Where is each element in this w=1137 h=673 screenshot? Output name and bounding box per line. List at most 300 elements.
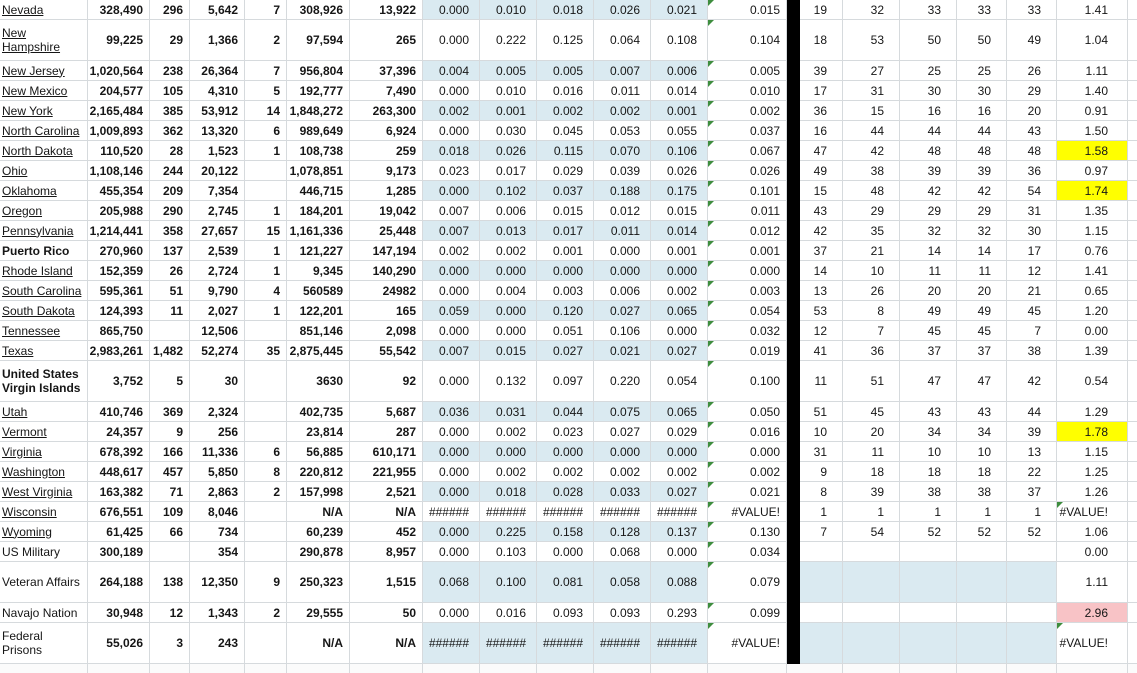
rate-cell[interactable]: 0.000 (423, 522, 480, 542)
count-cell[interactable]: 2 (245, 20, 287, 61)
ratio-cell[interactable]: 1.11 (1057, 61, 1128, 81)
rate-cell[interactable]: 0.016 (537, 81, 594, 101)
count-cell[interactable]: 446,715 (287, 181, 350, 201)
count-cell[interactable]: 66 (150, 522, 190, 542)
rank-cell[interactable]: 53 (843, 20, 900, 61)
rank-cell[interactable]: 45 (900, 321, 957, 341)
count-cell[interactable]: 265 (350, 20, 423, 61)
count-cell[interactable]: 51 (150, 281, 190, 301)
rank-cell[interactable]: 44 (957, 121, 1007, 141)
rank-cell[interactable]: 48 (1007, 141, 1057, 161)
count-cell[interactable] (245, 502, 287, 522)
ratio-cell[interactable]: #VALUE! (1057, 502, 1128, 522)
rate-cell[interactable]: 0.097 (537, 361, 594, 402)
count-cell[interactable]: 50 (350, 603, 423, 623)
count-cell[interactable]: 110,520 (88, 141, 150, 161)
count-cell[interactable]: 1 (245, 141, 287, 161)
count-cell[interactable] (245, 181, 287, 201)
count-cell[interactable] (150, 321, 190, 341)
state-name-cell[interactable]: New Hampshire (0, 20, 88, 61)
count-cell[interactable]: 989,649 (287, 121, 350, 141)
count-cell[interactable]: 369 (150, 402, 190, 422)
rank-cell[interactable] (900, 542, 957, 562)
rank-cell[interactable]: 16 (957, 101, 1007, 121)
rank-cell[interactable]: 7 (843, 321, 900, 341)
ratio-cell[interactable]: 1.25 (1057, 462, 1128, 482)
rank-cell[interactable]: 45 (957, 321, 1007, 341)
rate-cell[interactable]: 0.000 (480, 321, 537, 341)
rank-cell[interactable]: 44 (843, 121, 900, 141)
rate-cell[interactable]: 0.081 (537, 562, 594, 603)
count-cell[interactable]: 734 (190, 522, 245, 542)
rate-cell[interactable]: 0.007 (423, 201, 480, 221)
rank-cell[interactable]: 7 (800, 522, 843, 542)
rate-cell[interactable]: ###### (651, 502, 708, 522)
rate-avg-cell[interactable]: 0.002 (708, 462, 787, 482)
rate-avg-cell[interactable]: #VALUE! (708, 502, 787, 522)
rank-cell[interactable]: 38 (900, 482, 957, 502)
rank-cell[interactable]: 14 (800, 261, 843, 281)
count-cell[interactable]: 2,521 (350, 482, 423, 502)
count-cell[interactable]: 560589 (287, 281, 350, 301)
rate-cell[interactable]: 0.132 (480, 361, 537, 402)
state-name-cell[interactable]: Nevada (0, 0, 88, 20)
rate-avg-cell[interactable]: #VALUE! (708, 623, 787, 664)
rank-cell[interactable] (800, 603, 843, 623)
state-name-cell[interactable]: Rhode Island (0, 261, 88, 281)
rate-avg-cell[interactable]: 0.026 (708, 161, 787, 181)
count-cell[interactable]: 13,320 (190, 121, 245, 141)
count-cell[interactable]: 9 (245, 562, 287, 603)
rank-cell[interactable] (900, 562, 957, 603)
count-cell[interactable]: 165 (350, 301, 423, 321)
count-cell[interactable]: 29,555 (287, 603, 350, 623)
rate-cell[interactable]: 0.045 (537, 121, 594, 141)
rank-cell[interactable]: 21 (1007, 281, 1057, 301)
rate-cell[interactable]: 0.011 (594, 81, 651, 101)
rank-cell[interactable]: 29 (957, 201, 1007, 221)
rank-cell[interactable]: 31 (800, 442, 843, 462)
count-cell[interactable]: 157,998 (287, 482, 350, 502)
rate-cell[interactable]: 0.000 (423, 603, 480, 623)
count-cell[interactable]: 1 (245, 241, 287, 261)
count-cell[interactable]: 263,300 (350, 101, 423, 121)
state-name-cell[interactable]: United States Virgin Islands (0, 361, 88, 402)
count-cell[interactable]: 105 (150, 81, 190, 101)
rate-cell[interactable]: 0.102 (480, 181, 537, 201)
rate-cell[interactable]: ###### (594, 502, 651, 522)
count-cell[interactable]: 290,878 (287, 542, 350, 562)
rate-cell[interactable]: 0.058 (594, 562, 651, 603)
rate-cell[interactable]: 0.065 (651, 301, 708, 321)
count-cell[interactable]: 12 (150, 603, 190, 623)
rank-cell[interactable]: 54 (843, 522, 900, 542)
rate-cell[interactable]: 0.000 (423, 542, 480, 562)
rate-avg-cell[interactable]: 0.005 (708, 61, 787, 81)
rate-cell[interactable]: ###### (537, 623, 594, 664)
rank-cell[interactable]: 34 (957, 422, 1007, 442)
count-cell[interactable]: 457 (150, 462, 190, 482)
count-cell[interactable]: 9 (150, 422, 190, 442)
count-cell[interactable]: 4 (245, 281, 287, 301)
rate-avg-cell[interactable]: 0.050 (708, 402, 787, 422)
count-cell[interactable]: 296 (150, 0, 190, 20)
count-cell[interactable]: 7,354 (190, 181, 245, 201)
state-name-cell[interactable]: Pennsylvania (0, 221, 88, 241)
ratio-cell[interactable]: 1.58 (1057, 141, 1128, 161)
rate-cell[interactable]: 0.000 (423, 482, 480, 502)
count-cell[interactable]: 290 (150, 201, 190, 221)
rank-cell[interactable]: 52 (957, 522, 1007, 542)
count-cell[interactable]: 2,875,445 (287, 341, 350, 361)
count-cell[interactable]: 25,448 (350, 221, 423, 241)
rank-cell[interactable]: 1 (843, 502, 900, 522)
count-cell[interactable]: 20,122 (190, 161, 245, 181)
count-cell[interactable]: 220,812 (287, 462, 350, 482)
rank-cell[interactable]: 14 (900, 241, 957, 261)
ratio-cell[interactable]: 0.97 (1057, 161, 1128, 181)
count-cell[interactable]: 3 (150, 623, 190, 664)
ratio-cell[interactable]: 1.29 (1057, 402, 1128, 422)
count-cell[interactable]: 124,393 (88, 301, 150, 321)
rank-cell[interactable]: 20 (1007, 101, 1057, 121)
state-name-cell[interactable]: Ohio (0, 161, 88, 181)
rank-cell[interactable]: 54 (1007, 181, 1057, 201)
count-cell[interactable]: 53,912 (190, 101, 245, 121)
rate-cell[interactable]: 0.018 (423, 141, 480, 161)
rank-cell[interactable]: 14 (957, 241, 1007, 261)
rate-cell[interactable]: 0.000 (594, 442, 651, 462)
state-name-cell[interactable]: Navajo Nation (0, 603, 88, 623)
count-cell[interactable]: 595,361 (88, 281, 150, 301)
rank-cell[interactable]: 39 (843, 482, 900, 502)
rank-cell[interactable]: 48 (900, 141, 957, 161)
count-cell[interactable]: 27,657 (190, 221, 245, 241)
rate-avg-cell[interactable]: 0.079 (708, 562, 787, 603)
rank-cell[interactable]: 31 (843, 81, 900, 101)
rank-cell[interactable]: 12 (1007, 261, 1057, 281)
rank-cell[interactable]: 29 (900, 201, 957, 221)
rate-cell[interactable]: 0.000 (537, 442, 594, 462)
rate-cell[interactable]: 0.093 (537, 603, 594, 623)
rate-cell[interactable]: 0.055 (651, 121, 708, 141)
rate-cell[interactable]: 0.000 (423, 181, 480, 201)
rate-cell[interactable]: 0.051 (537, 321, 594, 341)
count-cell[interactable]: 455,354 (88, 181, 150, 201)
rank-cell[interactable]: 38 (957, 482, 1007, 502)
count-cell[interactable]: 1,523 (190, 141, 245, 161)
rate-cell[interactable]: 0.033 (594, 482, 651, 502)
count-cell[interactable] (245, 321, 287, 341)
rank-cell[interactable] (843, 623, 900, 664)
count-cell[interactable]: 362 (150, 121, 190, 141)
state-name-cell[interactable]: Tennessee (0, 321, 88, 341)
rate-cell[interactable]: 0.026 (651, 161, 708, 181)
rank-cell[interactable]: 26 (1007, 61, 1057, 81)
count-cell[interactable]: 2,724 (190, 261, 245, 281)
count-cell[interactable]: 328,490 (88, 0, 150, 20)
count-cell[interactable] (245, 623, 287, 664)
rate-cell[interactable]: 0.000 (651, 321, 708, 341)
rank-cell[interactable]: 16 (900, 101, 957, 121)
rate-cell[interactable]: 0.070 (594, 141, 651, 161)
rate-cell[interactable]: 0.012 (594, 201, 651, 221)
rate-cell[interactable]: 0.000 (423, 442, 480, 462)
rate-cell[interactable]: 0.175 (651, 181, 708, 201)
count-cell[interactable]: 122,201 (287, 301, 350, 321)
count-cell[interactable]: 121,227 (287, 241, 350, 261)
count-cell[interactable]: 221,955 (350, 462, 423, 482)
ratio-cell[interactable]: 0.54 (1057, 361, 1128, 402)
rank-cell[interactable]: 39 (900, 161, 957, 181)
rate-avg-cell[interactable]: 0.011 (708, 201, 787, 221)
rank-cell[interactable]: 18 (800, 20, 843, 61)
rate-cell[interactable]: 0.000 (651, 442, 708, 462)
rate-cell[interactable]: 0.028 (537, 482, 594, 502)
rate-cell[interactable]: 0.027 (594, 301, 651, 321)
count-cell[interactable]: 30,948 (88, 603, 150, 623)
count-cell[interactable]: 300,189 (88, 542, 150, 562)
count-cell[interactable]: N/A (287, 623, 350, 664)
count-cell[interactable]: 250,323 (287, 562, 350, 603)
ratio-cell[interactable]: 1.39 (1057, 341, 1128, 361)
rank-cell[interactable]: 22 (1007, 462, 1057, 482)
rate-avg-cell[interactable]: 0.101 (708, 181, 787, 201)
count-cell[interactable]: 140,290 (350, 261, 423, 281)
rate-cell[interactable]: 0.125 (537, 20, 594, 61)
rate-cell[interactable]: 0.001 (651, 241, 708, 261)
rate-cell[interactable]: 0.029 (651, 422, 708, 442)
rank-cell[interactable]: 8 (800, 482, 843, 502)
count-cell[interactable]: 678,392 (88, 442, 150, 462)
count-cell[interactable]: 2,539 (190, 241, 245, 261)
ratio-cell[interactable]: #VALUE! (1057, 623, 1128, 664)
rate-cell[interactable]: 0.000 (594, 261, 651, 281)
count-cell[interactable]: 99,225 (88, 20, 150, 61)
count-cell[interactable]: 1,214,441 (88, 221, 150, 241)
rank-cell[interactable]: 43 (1007, 121, 1057, 141)
count-cell[interactable]: N/A (350, 502, 423, 522)
rate-avg-cell[interactable]: 0.054 (708, 301, 787, 321)
ratio-cell[interactable]: 1.41 (1057, 0, 1128, 20)
rank-cell[interactable] (900, 603, 957, 623)
count-cell[interactable]: 358 (150, 221, 190, 241)
count-cell[interactable]: 2 (245, 482, 287, 502)
count-cell[interactable] (245, 422, 287, 442)
state-name-cell[interactable]: Wisconsin (0, 502, 88, 522)
count-cell[interactable]: 12,350 (190, 562, 245, 603)
rate-cell[interactable]: 0.000 (423, 121, 480, 141)
count-cell[interactable]: 8,957 (350, 542, 423, 562)
rate-cell[interactable]: 0.011 (594, 221, 651, 241)
rate-cell[interactable]: ###### (480, 623, 537, 664)
rank-cell[interactable]: 49 (800, 161, 843, 181)
state-name-cell[interactable]: Federal Prisons (0, 623, 88, 664)
count-cell[interactable]: 71 (150, 482, 190, 502)
count-cell[interactable] (245, 361, 287, 402)
count-cell[interactable]: 11,336 (190, 442, 245, 462)
count-cell[interactable]: 37,396 (350, 61, 423, 81)
count-cell[interactable]: 7 (245, 61, 287, 81)
rank-cell[interactable]: 1 (900, 502, 957, 522)
rate-cell[interactable]: 0.002 (594, 462, 651, 482)
rank-cell[interactable]: 36 (843, 341, 900, 361)
rate-cell[interactable]: 0.005 (537, 61, 594, 81)
state-name-cell[interactable]: North Carolina (0, 121, 88, 141)
rate-avg-cell[interactable]: 0.130 (708, 522, 787, 542)
ratio-cell[interactable]: 1.20 (1057, 301, 1128, 321)
count-cell[interactable]: 5 (150, 361, 190, 402)
count-cell[interactable]: 452 (350, 522, 423, 542)
rank-cell[interactable]: 26 (843, 281, 900, 301)
rate-cell[interactable]: 0.158 (537, 522, 594, 542)
rate-cell[interactable]: ###### (480, 502, 537, 522)
rank-cell[interactable]: 33 (900, 0, 957, 20)
rate-cell[interactable]: 0.068 (423, 562, 480, 603)
rank-cell[interactable]: 39 (957, 161, 1007, 181)
rate-avg-cell[interactable]: 0.104 (708, 20, 787, 61)
rate-cell[interactable]: 0.000 (651, 542, 708, 562)
ratio-cell[interactable]: 2.96 (1057, 603, 1128, 623)
count-cell[interactable]: 9,345 (287, 261, 350, 281)
rate-cell[interactable]: 0.128 (594, 522, 651, 542)
count-cell[interactable]: 7,490 (350, 81, 423, 101)
count-cell[interactable]: 24,357 (88, 422, 150, 442)
rank-cell[interactable]: 18 (900, 462, 957, 482)
count-cell[interactable]: 3630 (287, 361, 350, 402)
rank-cell[interactable]: 31 (1007, 201, 1057, 221)
state-name-cell[interactable]: North Dakota (0, 141, 88, 161)
count-cell[interactable]: 7 (245, 0, 287, 20)
rate-cell[interactable]: 0.000 (423, 20, 480, 61)
rank-cell[interactable]: 49 (957, 301, 1007, 321)
rank-cell[interactable]: 37 (957, 341, 1007, 361)
rate-cell[interactable]: 0.036 (423, 402, 480, 422)
rate-cell[interactable]: 0.017 (480, 161, 537, 181)
count-cell[interactable]: 5 (245, 81, 287, 101)
rate-cell[interactable]: 0.000 (423, 462, 480, 482)
rate-cell[interactable]: 0.010 (480, 81, 537, 101)
count-cell[interactable]: 109 (150, 502, 190, 522)
count-cell[interactable]: 402,735 (287, 402, 350, 422)
rank-cell[interactable]: 27 (843, 61, 900, 81)
count-cell[interactable]: 9,790 (190, 281, 245, 301)
rate-cell[interactable]: ###### (537, 502, 594, 522)
count-cell[interactable]: 8,046 (190, 502, 245, 522)
count-cell[interactable]: 2,098 (350, 321, 423, 341)
rate-cell[interactable]: 0.021 (594, 341, 651, 361)
count-cell[interactable]: 851,146 (287, 321, 350, 341)
rank-cell[interactable]: 32 (900, 221, 957, 241)
rate-cell[interactable]: 0.007 (423, 341, 480, 361)
ratio-cell[interactable]: 1.06 (1057, 522, 1128, 542)
count-cell[interactable]: 244 (150, 161, 190, 181)
count-cell[interactable]: 610,171 (350, 442, 423, 462)
ratio-cell[interactable]: 1.41 (1057, 261, 1128, 281)
rank-cell[interactable]: 51 (843, 361, 900, 402)
rank-cell[interactable]: 47 (900, 361, 957, 402)
ratio-cell[interactable]: 0.65 (1057, 281, 1128, 301)
rate-avg-cell[interactable]: 0.012 (708, 221, 787, 241)
state-name-cell[interactable]: Vermont (0, 422, 88, 442)
rank-cell[interactable]: 38 (1007, 341, 1057, 361)
rank-cell[interactable]: 42 (1007, 361, 1057, 402)
rank-cell[interactable]: 17 (1007, 241, 1057, 261)
rate-cell[interactable]: 0.002 (480, 462, 537, 482)
count-cell[interactable]: 56,885 (287, 442, 350, 462)
rate-avg-cell[interactable]: 0.034 (708, 542, 787, 562)
count-cell[interactable]: 2,027 (190, 301, 245, 321)
rank-cell[interactable]: 29 (843, 201, 900, 221)
rate-cell[interactable]: 0.006 (480, 201, 537, 221)
rate-cell[interactable]: 0.000 (423, 81, 480, 101)
count-cell[interactable]: 1,161,336 (287, 221, 350, 241)
rate-cell[interactable]: 0.026 (594, 0, 651, 20)
rank-cell[interactable]: 50 (900, 20, 957, 61)
count-cell[interactable]: 30 (190, 361, 245, 402)
rate-cell[interactable]: 0.000 (423, 422, 480, 442)
count-cell[interactable]: 204,577 (88, 81, 150, 101)
count-cell[interactable]: 3,752 (88, 361, 150, 402)
rank-cell[interactable] (957, 623, 1007, 664)
rate-cell[interactable]: 0.015 (537, 201, 594, 221)
rate-cell[interactable]: 0.023 (423, 161, 480, 181)
rate-cell[interactable]: ###### (423, 623, 480, 664)
rank-cell[interactable]: 10 (957, 442, 1007, 462)
rate-cell[interactable]: 0.053 (594, 121, 651, 141)
rank-cell[interactable] (1007, 562, 1057, 603)
rank-cell[interactable]: 50 (957, 20, 1007, 61)
count-cell[interactable]: 6 (245, 121, 287, 141)
rank-cell[interactable]: 13 (1007, 442, 1057, 462)
rate-cell[interactable]: 0.106 (594, 321, 651, 341)
rate-cell[interactable]: 0.000 (423, 261, 480, 281)
rate-cell[interactable]: 0.000 (480, 261, 537, 281)
rate-cell[interactable]: 0.013 (480, 221, 537, 241)
rate-cell[interactable]: 0.017 (537, 221, 594, 241)
rank-cell[interactable]: 52 (900, 522, 957, 542)
count-cell[interactable]: 205,988 (88, 201, 150, 221)
rate-cell[interactable]: 0.000 (651, 261, 708, 281)
count-cell[interactable]: 256 (190, 422, 245, 442)
rank-cell[interactable]: 16 (800, 121, 843, 141)
rank-cell[interactable]: 37 (900, 341, 957, 361)
rank-cell[interactable]: 30 (900, 81, 957, 101)
rank-cell[interactable]: 21 (843, 241, 900, 261)
count-cell[interactable]: 29 (150, 20, 190, 61)
rate-cell[interactable]: 0.064 (594, 20, 651, 61)
count-cell[interactable]: 152,359 (88, 261, 150, 281)
count-cell[interactable]: 24982 (350, 281, 423, 301)
count-cell[interactable]: 5,687 (350, 402, 423, 422)
rate-cell[interactable]: 0.007 (594, 61, 651, 81)
count-cell[interactable]: N/A (350, 623, 423, 664)
count-cell[interactable]: 259 (350, 141, 423, 161)
rank-cell[interactable]: 12 (800, 321, 843, 341)
rate-cell[interactable]: 0.002 (423, 241, 480, 261)
count-cell[interactable]: N/A (287, 502, 350, 522)
rate-cell[interactable]: 0.001 (651, 101, 708, 121)
state-name-cell[interactable]: Texas (0, 341, 88, 361)
ratio-cell[interactable]: 0.76 (1057, 241, 1128, 261)
rank-cell[interactable]: 11 (900, 261, 957, 281)
rate-cell[interactable]: 0.000 (594, 241, 651, 261)
ratio-cell[interactable]: 0.00 (1057, 321, 1128, 341)
rate-cell[interactable]: 0.027 (651, 341, 708, 361)
count-cell[interactable]: 192,777 (287, 81, 350, 101)
ratio-cell[interactable]: 1.26 (1057, 482, 1128, 502)
count-cell[interactable]: 238 (150, 61, 190, 81)
